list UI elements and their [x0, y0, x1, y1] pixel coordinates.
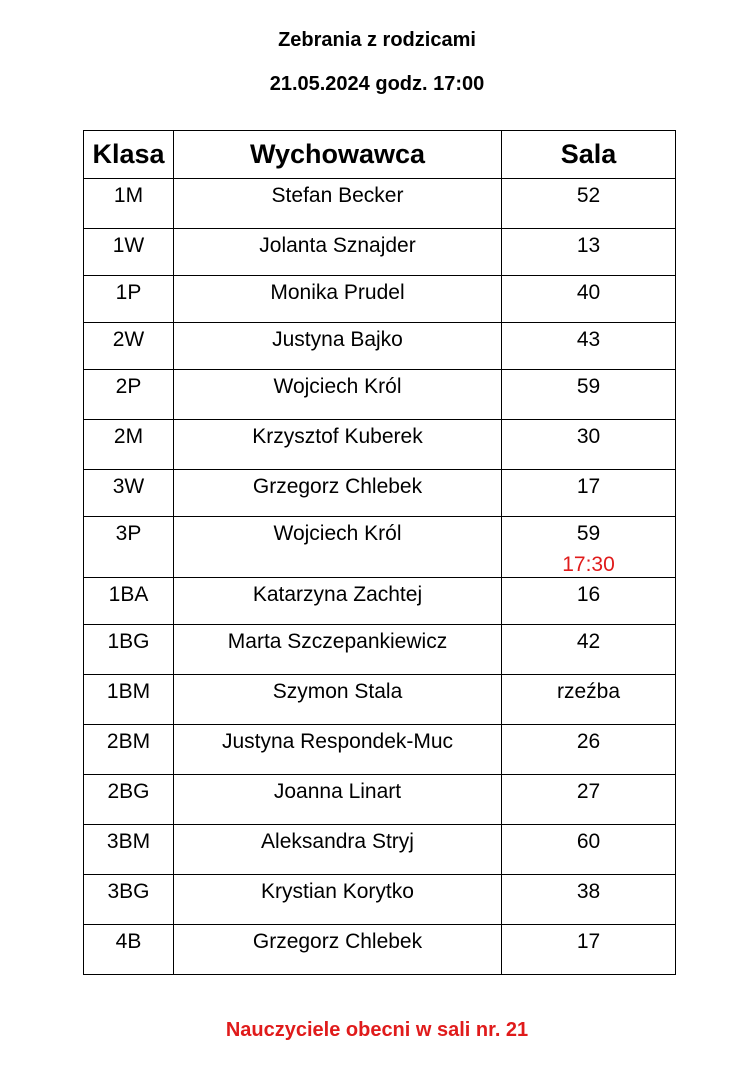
- cell-sala: 43: [502, 323, 676, 370]
- page-title: Zebrania z rodzicami: [278, 29, 476, 51]
- cell-wychowawca: Katarzyna Zachtej: [174, 578, 502, 625]
- cell-wychowawca: Marta Szczepankiewicz: [174, 625, 502, 675]
- cell-wychowawca: Szymon Stala: [174, 675, 502, 725]
- table-row: [84, 775, 676, 825]
- cell-klasa: 2W: [84, 323, 174, 370]
- table-row: [84, 725, 676, 775]
- meeting-date-time: 21.05.2024 godz. 17:00: [269, 73, 485, 95]
- time-note: 17:30: [562, 553, 615, 576]
- cell-klasa: 4B: [84, 925, 174, 975]
- table-row: [84, 420, 676, 470]
- cell-wychowawca: Grzegorz Chlebek: [174, 470, 502, 517]
- schedule-table: [83, 130, 676, 975]
- table-row: [84, 625, 676, 675]
- table-header-row: [84, 131, 676, 179]
- table-row: [84, 276, 676, 323]
- table-row: [84, 470, 676, 517]
- column-header-klasa: Klasa: [84, 131, 174, 179]
- cell-klasa: 1BM: [84, 675, 174, 725]
- cell-wychowawca: Justyna Respondek-Muc: [174, 725, 502, 775]
- table-row: [84, 517, 676, 578]
- cell-klasa: 3P: [84, 517, 174, 578]
- cell-wychowawca: Justyna Bajko: [174, 323, 502, 370]
- cell-sala: 17: [502, 470, 676, 517]
- table-row: [84, 825, 676, 875]
- cell-sala: 60: [502, 825, 676, 875]
- table-row: [84, 675, 676, 725]
- cell-sala: 16: [502, 578, 676, 625]
- table-row: [84, 229, 676, 276]
- cell-wychowawca: Wojciech Król: [174, 517, 502, 578]
- table-row: [84, 370, 676, 420]
- cell-sala: [502, 517, 676, 578]
- cell-sala: 27: [502, 775, 676, 825]
- cell-sala: 30: [502, 420, 676, 470]
- cell-wychowawca: Stefan Becker: [174, 179, 502, 229]
- table-row: [84, 925, 676, 975]
- table-row: [84, 875, 676, 925]
- cell-wychowawca: Grzegorz Chlebek: [174, 925, 502, 975]
- cell-wychowawca: Aleksandra Stryj: [174, 825, 502, 875]
- cell-sala: 40: [502, 276, 676, 323]
- cell-klasa: 1M: [84, 179, 174, 229]
- cell-sala: 52: [502, 179, 676, 229]
- cell-klasa: 1BG: [84, 625, 174, 675]
- cell-wychowawca: Krzysztof Kuberek: [174, 420, 502, 470]
- cell-klasa: 2P: [84, 370, 174, 420]
- cell-sala: 59: [502, 370, 676, 420]
- cell-klasa: 3W: [84, 470, 174, 517]
- cell-wychowawca: Jolanta Sznajder: [174, 229, 502, 276]
- table-row: [84, 323, 676, 370]
- cell-klasa: 2M: [84, 420, 174, 470]
- cell-wychowawca: Monika Prudel: [174, 276, 502, 323]
- cell-sala: 26: [502, 725, 676, 775]
- cell-klasa: 3BM: [84, 825, 174, 875]
- cell-sala: 13: [502, 229, 676, 276]
- table-row: [84, 578, 676, 625]
- footer-note: Nauczyciele obecni w sali nr. 21: [225, 1019, 529, 1041]
- cell-klasa: 1W: [84, 229, 174, 276]
- cell-sala: 42: [502, 625, 676, 675]
- cell-sala: 17: [502, 925, 676, 975]
- cell-wychowawca: Wojciech Król: [174, 370, 502, 420]
- cell-wychowawca: Joanna Linart: [174, 775, 502, 825]
- cell-sala: 38: [502, 875, 676, 925]
- cell-klasa: 1P: [84, 276, 174, 323]
- cell-klasa: 1BA: [84, 578, 174, 625]
- cell-klasa: 3BG: [84, 875, 174, 925]
- cell-klasa: 2BM: [84, 725, 174, 775]
- table-row: [84, 179, 676, 229]
- cell-sala-value: 59: [576, 522, 601, 545]
- cell-klasa: 2BG: [84, 775, 174, 825]
- column-header-sala: Sala: [502, 131, 676, 179]
- cell-sala: rzeźba: [502, 675, 676, 725]
- column-header-wychowawca: Wychowawca: [174, 131, 502, 179]
- cell-wychowawca: Krystian Korytko: [174, 875, 502, 925]
